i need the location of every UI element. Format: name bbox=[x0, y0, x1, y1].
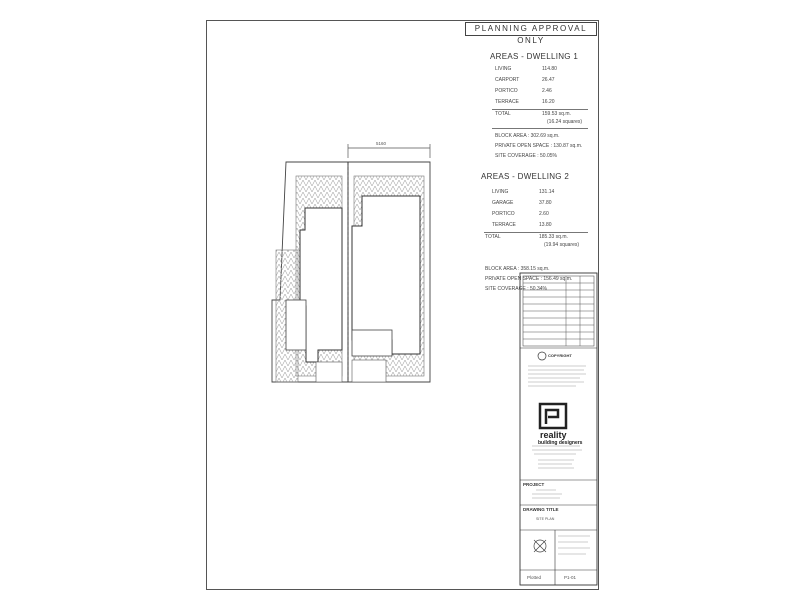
north-arrow-icon bbox=[534, 540, 546, 552]
d1-row-value: 2.46 bbox=[542, 88, 552, 94]
d2-row-label: GARAGE bbox=[492, 200, 514, 206]
d2-block-area: BLOCK AREA : 358.15 sq.m. bbox=[485, 266, 550, 272]
reality-logo-icon bbox=[540, 404, 566, 428]
revision-table bbox=[523, 276, 594, 346]
d2-row-label: TERRACE bbox=[492, 222, 516, 228]
d1-row-label: CARPORT bbox=[495, 77, 520, 83]
d1-row-label: PORTICO bbox=[495, 88, 518, 94]
d2-private-open-space: PRIVATE OPEN SPACE : 156.49 sq.m. bbox=[485, 276, 573, 282]
d1-total-label: TOTAL bbox=[495, 111, 511, 117]
dimension-line bbox=[348, 144, 430, 158]
d1-row-label: TERRACE bbox=[495, 99, 519, 105]
d2-total-squares: (19.94 squares) bbox=[544, 242, 580, 248]
d1-total-squares: (16.24 squares) bbox=[547, 119, 583, 125]
driveway-1 bbox=[316, 362, 342, 382]
project-label: PROJECT bbox=[523, 482, 545, 487]
drawing-title-label: DRAWING TITLE bbox=[523, 507, 559, 512]
copyright-label: COPYRIGHT bbox=[548, 353, 572, 358]
d2-row-value: 2.60 bbox=[539, 211, 549, 217]
small-print-lines bbox=[528, 366, 590, 554]
dimension-label: 5160 bbox=[376, 141, 387, 146]
d1-block-area: BLOCK AREA : 302.69 sq.m. bbox=[495, 133, 560, 139]
d2-row-label: LIVING bbox=[492, 189, 509, 195]
d2-total-value: 185.33 sq.m. bbox=[539, 234, 568, 240]
d1-row-value: 114.80 bbox=[542, 66, 557, 72]
d2-row-label: PORTICO bbox=[492, 211, 515, 217]
dwelling-2-garage bbox=[352, 330, 392, 356]
sheet-number: P1-01 bbox=[564, 575, 577, 580]
areas-dwelling-2-heading: AREAS - DWELLING 2 bbox=[481, 172, 570, 181]
d1-row-value: 26.47 bbox=[542, 77, 555, 83]
d1-row-value: 16.20 bbox=[542, 99, 555, 105]
planning-approval-stamp: PLANNING APPROVAL ONLY bbox=[465, 22, 597, 36]
d2-row-value: 37.80 bbox=[539, 200, 552, 206]
d2-row-value: 131.14 bbox=[539, 189, 555, 195]
brand-tagline: building designers bbox=[538, 440, 583, 446]
d1-site-coverage: SITE COVERAGE : 50.05% bbox=[495, 153, 557, 159]
copyright-icon bbox=[538, 352, 546, 360]
sheet-label: Plotted bbox=[527, 575, 542, 580]
dwelling-1-porch bbox=[286, 300, 306, 350]
d2-row-value: 13.80 bbox=[539, 222, 552, 228]
areas-dwelling-1-heading: AREAS - DWELLING 1 bbox=[490, 52, 579, 61]
brand-name: reality bbox=[540, 430, 567, 440]
d2-site-coverage: SITE COVERAGE : 50.34% bbox=[485, 286, 547, 292]
d2-total-label: TOTAL bbox=[485, 234, 501, 240]
drawing-title: SITE PLAN bbox=[536, 517, 555, 521]
d1-row-label: LIVING bbox=[495, 66, 512, 72]
d1-total-value: 159.53 sq.m. bbox=[542, 111, 571, 117]
d1-private-open-space: PRIVATE OPEN SPACE : 130.87 sq.m. bbox=[495, 143, 583, 149]
driveway-2 bbox=[352, 360, 386, 382]
